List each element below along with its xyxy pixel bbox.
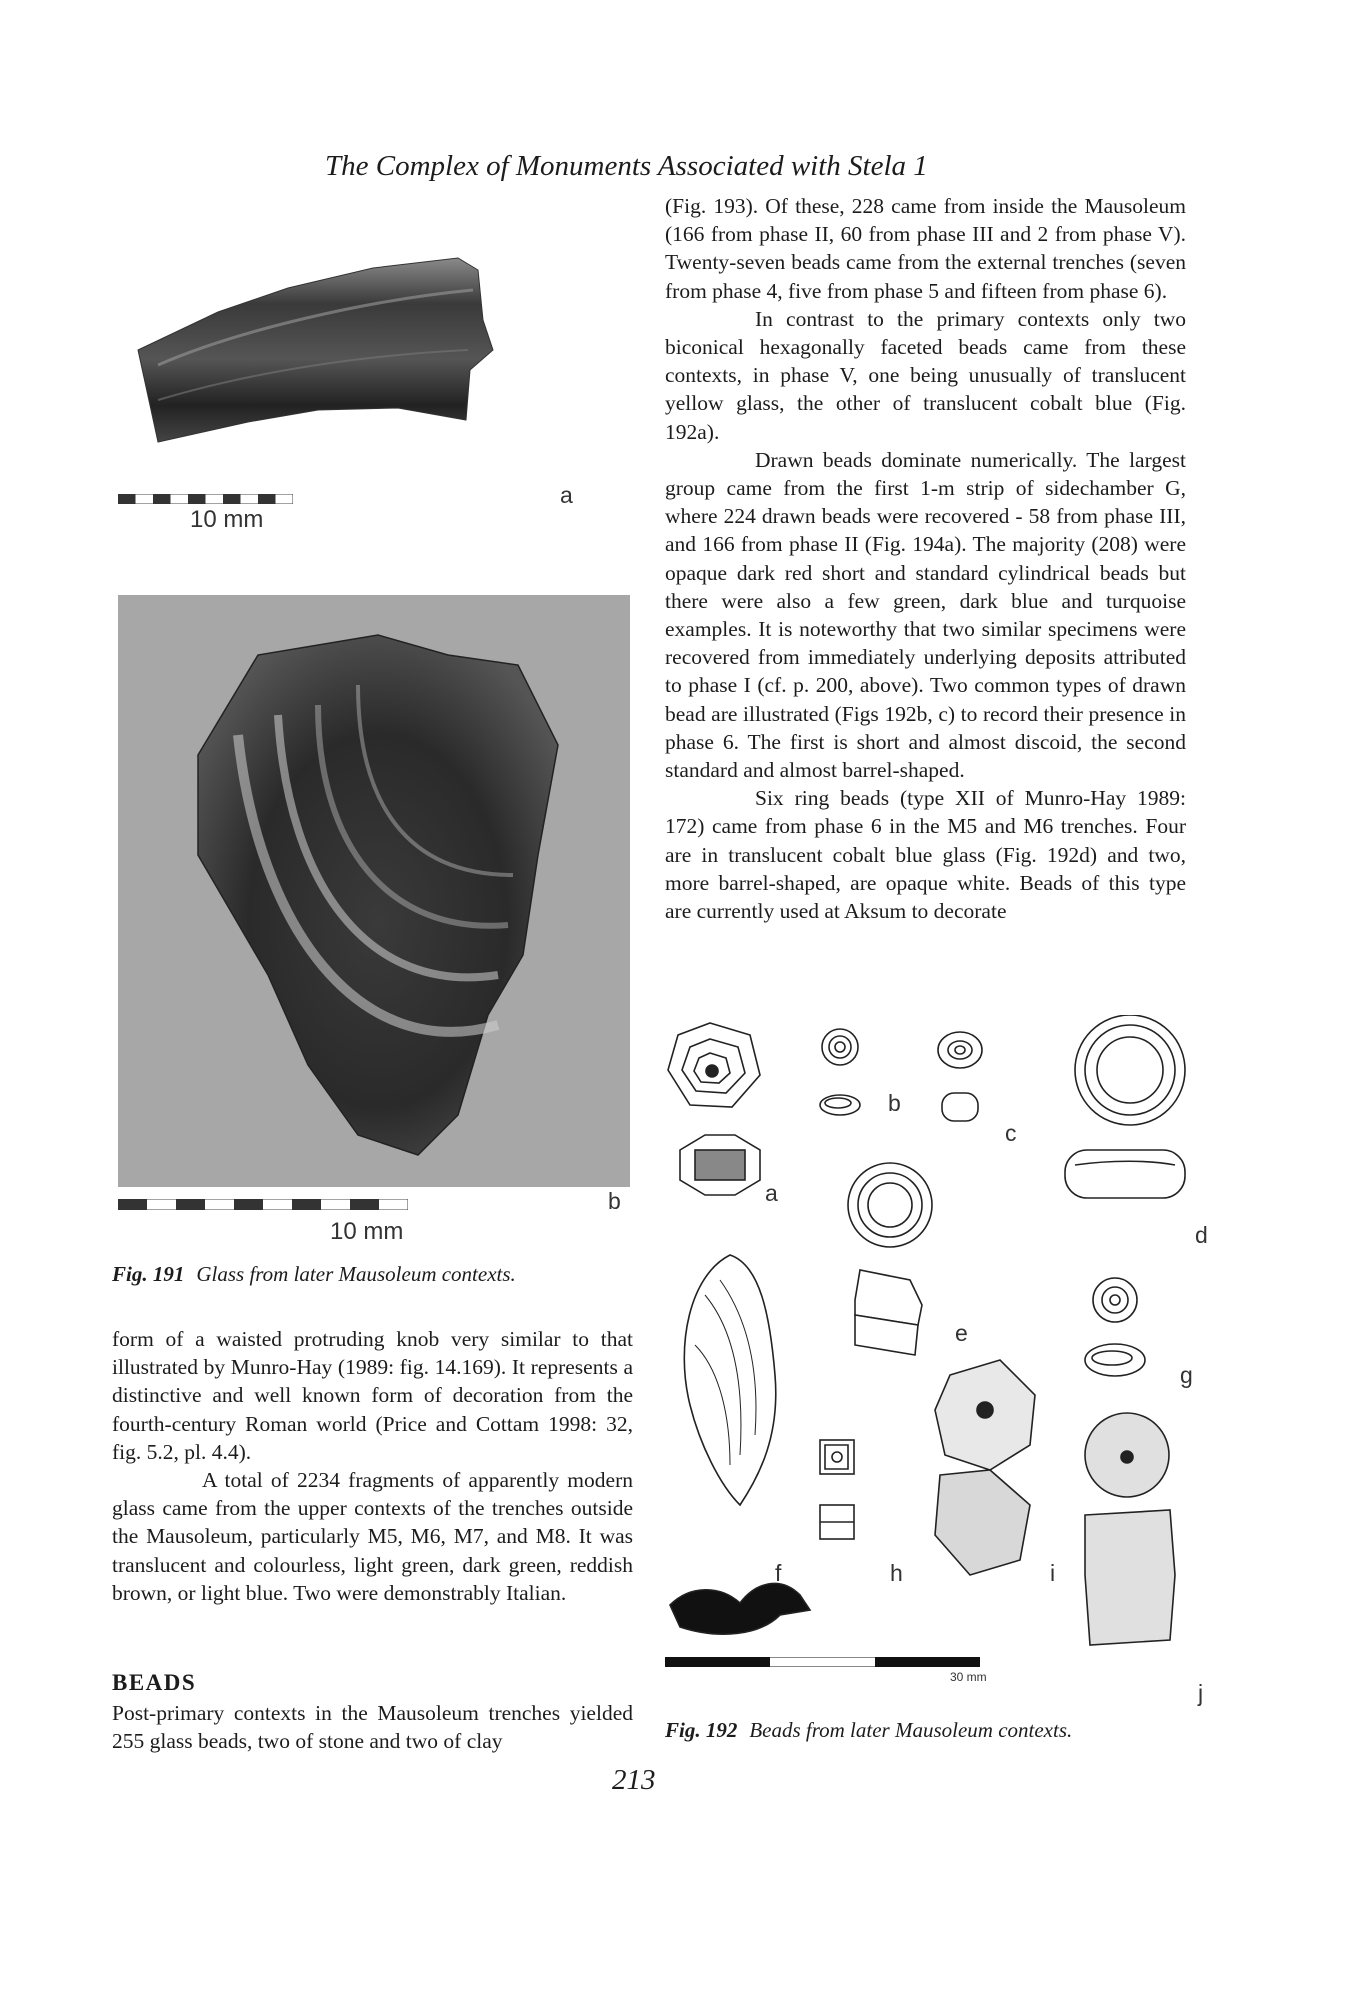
fig192-scale-label: 30 mm: [950, 1670, 987, 1684]
page-number: 213: [612, 1764, 656, 1796]
fig192-letter-a: a: [765, 1180, 778, 1206]
paragraph: form of a waisted protruding knob very similar to that illustrated by Munro-Hay (1989: fig. 14.169). It represents a distinctive and well known form of decoration from the fourth-century Roman world (Price and Cottam 1998: 32, fig. 5.2, pl. 4.4).: [112, 1327, 633, 1464]
fig191b-scale-bar: [118, 1199, 408, 1210]
beads-paragraph-column: [112, 1699, 633, 1755]
fig191a-letter: a: [560, 482, 573, 508]
fig192-letter-i: i: [1050, 1560, 1056, 1586]
fig192-letter-e: e: [955, 1320, 968, 1346]
fig191a-scale-bar: [118, 494, 293, 504]
paragraph: Post-primary contexts in the Mausoleum trenches yielded 255 glass beads, two of stone and two of clay: [112, 1701, 633, 1754]
fig192-letter-d: d: [1195, 1222, 1208, 1248]
fig192-scale-bar: [665, 1657, 980, 1667]
fig191b-photo: [118, 595, 630, 1187]
left-text-column: [112, 1325, 633, 1607]
fig192-caption: [665, 1718, 1072, 1743]
fig191a-scale-label: 10 mm: [190, 506, 264, 533]
paragraph: Drawn beads dominate numerically. The largest group came from the first 1-m strip of sidechamber G, where 224 drawn beads were recovered - 58 from phase III, and 166 from phase II (Fig. 194a). The majority (208) were opaque dark red short and standard cylindrical beads but there were also a few green, dark blue and turquoise examples. It is noteworthy that two similar specimens were recovered from immediately underlying deposits attributed to phase I (cf. p. 200, above). Two common types of drawn bead are illustrated (Figs 192b, c) to record their presence in phase 6. The first is short and almost discoid, the second standard and almost barrel-shaped.: [665, 447, 1186, 783]
fig192-letter-g: g: [1180, 1362, 1193, 1388]
fig192-caption-text: Beads from later Mausoleum contexts.: [749, 1718, 1073, 1742]
fig192-letter-j: j: [1198, 1680, 1204, 1706]
section-heading-beads: BEADS: [112, 1670, 197, 1695]
fig191-label: Fig. 191: [112, 1262, 185, 1286]
fig192-letter-h: h: [890, 1560, 903, 1586]
fig192-label: Fig. 192: [665, 1718, 738, 1742]
fig191b-scale-label: 10 mm: [330, 1218, 404, 1245]
fig192-letter-c: c: [1005, 1120, 1017, 1146]
fig192-letter-b: b: [888, 1090, 901, 1116]
fig191a-photo: [118, 230, 513, 470]
paragraph: A total of 2234 fragments of apparently modern glass came from the upper contexts of the trenches outside the Mausoleum, particularly M5, M6, M7, and M8. It was translucent and colourless, light green, dark green, reddish brown, or light blue. Two were demonstrably Italian.: [112, 1468, 633, 1605]
fig192-drawings: [660, 1015, 1220, 1705]
fig191-caption: [112, 1262, 516, 1287]
fig191b-letter: b: [608, 1188, 621, 1214]
paragraph: In contrast to the primary contexts only two biconical hexagonally faceted beads came from these contexts, in phase V, one being unusually of translucent yellow glass, the other of translucent cobalt blue (Fig. 192a).: [665, 306, 1186, 444]
right-text-column: [665, 192, 1186, 925]
running-head: The Complex of Monuments Associated with Stela 1: [325, 150, 928, 182]
paragraph: (Fig. 193). Of these, 228 came from inside the Mausoleum (166 from phase II, 60 from phase III and 2 from phase V). Twenty-seven beads came from the external trenches (seven from phase 4, five from phase 5 and fifteen from phase 6).: [665, 194, 1186, 303]
fig192-letter-f: f: [775, 1560, 782, 1586]
paragraph: Six ring beads (type XII of Munro-Hay 1989: 172) came from phase 6 in the M5 and M6 trenches. Four are in translucent cobalt blue glass (Fig. 192d) and two, more barrel-shaped, are opaque white. Beads of this type are currently used at Aksum to decorate: [665, 786, 1186, 924]
fig191-caption-text: Glass from later Mausoleum contexts.: [196, 1262, 516, 1286]
